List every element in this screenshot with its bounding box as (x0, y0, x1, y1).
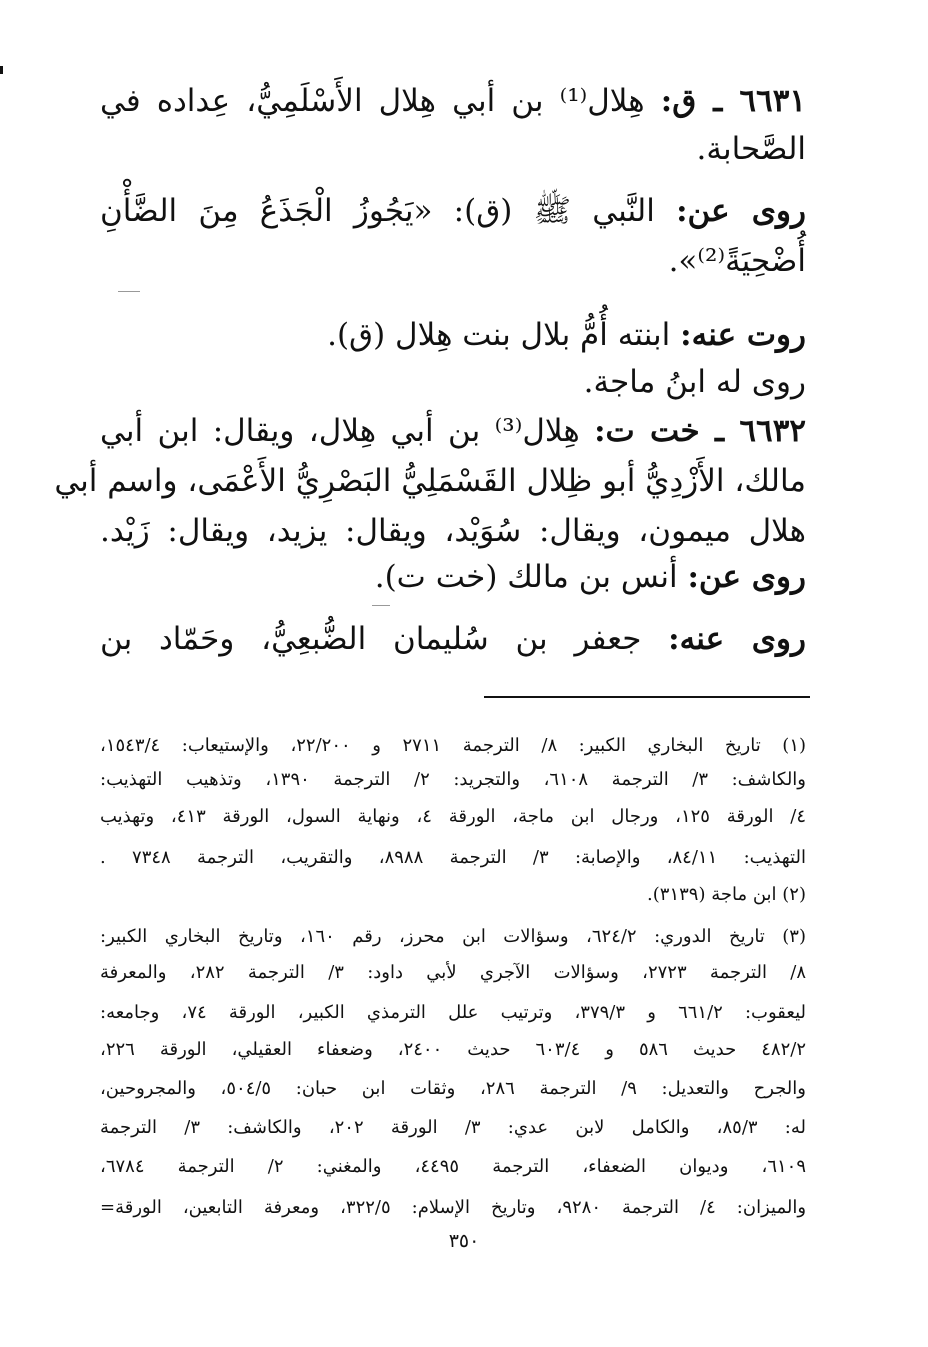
page-number: ٣٥٠ (448, 1230, 480, 1252)
entry-6631-narrated-by: روت عنه: ابنته أُمُّ بلال بنت هِلال (ق). (327, 317, 806, 353)
footnote-3-cont: ليعقوب: ٦٦١/٢ و ٣٧٩/٣، وترتيب علل الترمذي الكبير، الورقة ٧٤، وجامعه: (100, 1002, 806, 1023)
entry-label: روى عن: (687, 559, 806, 595)
entry-label: روت عنه: (680, 317, 806, 353)
scan-speck (118, 291, 140, 292)
entry-6632-narrated-by: روى عنه: جعفر بن سُليمان الضُّبعِيُّ، وحَمّاد بن (100, 621, 806, 657)
footnote-3-cont: ٦١٠٩، وديوان الضعفاء، الترجمة ٤٤٩٥، والمغني: ٢/ الترجمة ٦٧٨٤، (100, 1156, 806, 1177)
footnote-1-cont: ٤/ الورقة ١٢٥، ورجال ابن ماجة، الورقة ٤، ونهاية السول، الورقة ٤١٣، وتهذيب (100, 806, 806, 827)
footnote-1: (١) تاريخ البخاري الكبير: ٨/ الترجمة ٢٧١١ و ٢٢/٢٠٠، والإستيعاب: ١٥٤٣/٤، (100, 735, 807, 756)
entry-label: ٦٦٣١ ـ ق: (660, 83, 806, 119)
footnote-1-cont: التهذيب: ٨٤/١١، والإصابة: ٣/ الترجمة ٨٩٨٨، والتقريب، الترجمة ٧٣٤٨ . (100, 847, 806, 868)
scan-mark (0, 66, 3, 74)
entry-label: روى عنه: (668, 621, 806, 657)
footnote-3-cont: والميزان: ٤/ الترجمة ٩٢٨٠، وتاريخ الإسلام: ٣٢٢/٥، ومعرفة التابعين، الورقة= (100, 1197, 807, 1218)
footnote-3-cont: ٨/ الترجمة ٢٧٢٣، وسؤالات الآجري لأبي داود: ٣/ الترجمة ٢٨٢، والمعرفة (100, 962, 806, 983)
entry-6632-heading: ٦٦٣٢ ـ خت ت: هِلال⁽³⁾ بن أبي هِلال، ويقال: ابن أبي (100, 413, 806, 449)
entry-6631-text: الصَّحابة. (696, 131, 806, 167)
footnote-2: (٢) ابن ماجة (٣١٣٩). (647, 884, 806, 905)
footnote-3: (٣) تاريخ الدوري: ٦٢٤/٢، وسؤالات ابن محرز، رقم ١٦٠، وتاريخ البخاري الكبير: (100, 926, 806, 947)
entry-6631-narrated-from-cont: أُضْحِيَةً⁽²⁾». (668, 243, 806, 279)
entry-6632-text: هلال ميمون، ويقال: سُوَيْد، ويقال: يزيد، ويقال: زَيْد. (100, 513, 806, 549)
footnote-1-cont: والكاشف: ٣/ الترجمة ٦١٠٨، والتجريد: ٢/ الترجمة ١٣٩٠، وتذهيب التهذيب: (100, 769, 806, 790)
entry-6631-reported-by: روى له ابنُ ماجة. (583, 364, 806, 400)
footnote-3-cont: له: ٨٥/٣، والكامل لابن عدي: ٣/ الورقة ٢٠٢، والكاشف: ٣/ الترجمة (100, 1117, 806, 1138)
entry-6631-heading: ٦٦٣١ ـ ق: هِلال⁽¹⁾ بن أبي هِلال الأَسْلَمِيُّ، عِداده في (100, 83, 806, 119)
scan-speck (372, 605, 390, 606)
entry-6632-text: مالك، الأَزْدِيُّ أبو ظِلال القَسْمَلِيُّ البَصْرِيُّ الأَعْمَى، واسم أبي (54, 463, 806, 499)
entry-6632-narrated-from: روى عن: أنس بن مالك (خت ت). (374, 559, 806, 595)
entry-6631-narrated-from: روى عن: النَّبي ﷺ (ق): «يَجُوزُ الْجَذَعُ مِنَ الضَّأْنِ (100, 193, 806, 229)
entry-label: روى عن: (676, 193, 806, 229)
entry-label: ٦٦٣٢ ـ خت ت: (594, 413, 806, 449)
footnote-3-cont: والجرح والتعديل: ٩/ الترجمة ٢٨٦، وثقات ابن حبان: ٥٠٤/٥، والمجروحين، (100, 1078, 806, 1099)
footnote-separator (484, 696, 810, 698)
footnote-3-cont: ٤٨٢/٢ حديث ٥٨٦ و ٦٠٣/٤ حديث ٢٤٠٠، وضعفاء العقيلي، الورقة ٢٢٦، (100, 1039, 806, 1060)
